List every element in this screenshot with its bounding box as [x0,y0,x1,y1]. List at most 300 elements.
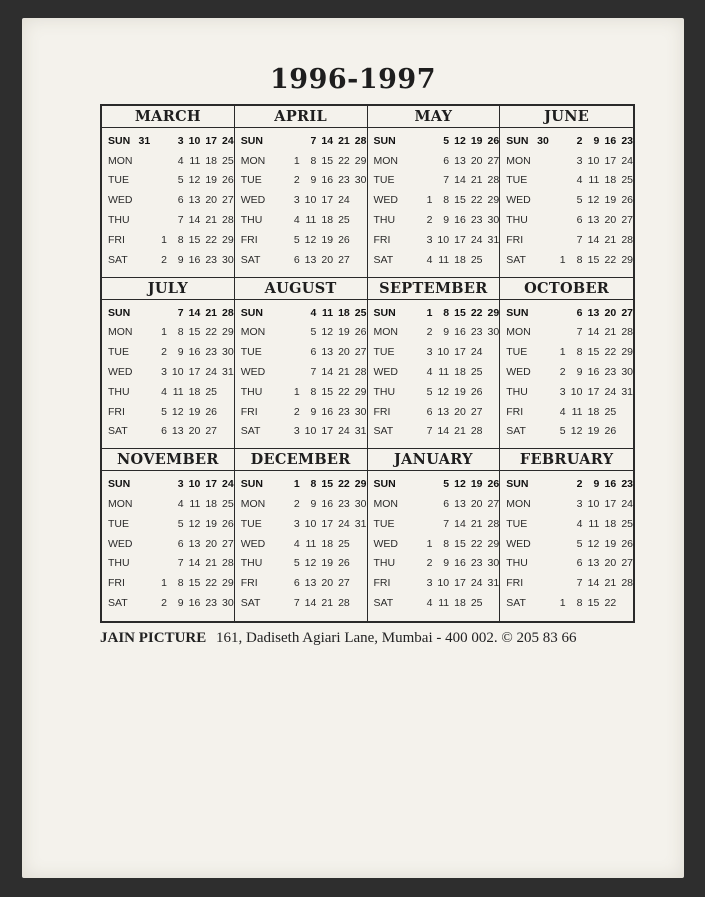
week-row [102,494,234,514]
week-row [102,474,234,494]
week-row [368,593,500,613]
date-cell: 5 [177,517,184,530]
date-cell: 11 [588,174,600,187]
date-cell: 27 [222,537,234,550]
date-cell: 5 [576,537,583,550]
date-cell: 3 [426,233,433,246]
date-cell: 16 [188,346,201,359]
day-name: SAT [373,253,394,266]
date-cell: 3 [426,577,433,590]
date-cell: 19 [321,557,334,570]
date-cell: 28 [470,425,483,438]
week-row [102,554,234,574]
day-name: SAT [506,597,526,609]
date-cell: 11 [305,214,317,227]
date-cell: 9 [310,498,317,511]
week-row [368,362,500,382]
week-row [368,494,500,514]
date-cell: 11 [321,306,334,319]
date-cell: 15 [188,326,201,339]
week-row [235,362,367,382]
date-cell: 16 [321,174,334,187]
date-cell: 19 [587,425,600,438]
date-cell: 23 [205,253,218,266]
date-cell: 6 [576,557,583,570]
day-name: SUN [373,134,396,147]
date-cell: 10 [304,517,317,530]
month-block [500,449,633,621]
day-name: SUN [108,306,131,319]
date-cell: 26 [338,557,350,570]
day-name: FRI [240,233,258,246]
week-row [235,593,367,613]
date-cell: 9 [593,134,600,147]
date-cell: 13 [171,425,184,438]
date-cell: 19 [470,134,483,147]
month-block [235,449,368,621]
day-name: SUN [240,134,263,147]
date-cell: 23 [470,557,483,570]
week-row [102,131,234,151]
date-cell: 23 [470,214,483,227]
day-name: THU [373,557,396,570]
date-cell: 17 [454,346,466,359]
month-name: NOVEMBER [102,449,234,471]
day-name: MON [240,326,266,339]
date-cell: 2 [293,498,300,511]
date-cell: 2 [576,478,583,491]
date-cell: 10 [587,154,600,167]
day-name: MON [506,326,531,339]
date-cell: 21 [205,557,218,570]
date-cell: 21 [604,233,617,246]
day-name: SAT [108,425,128,438]
day-name: FRI [506,233,524,246]
date-cell: 20 [321,577,334,590]
date-cell: 23 [621,134,633,147]
date-cell: 24 [222,478,234,491]
date-cell: 29 [621,346,633,359]
date-cell: 9 [177,253,184,266]
date-cell: 20 [604,557,617,570]
day-name: TUE [373,517,395,530]
month-block [368,449,501,621]
day-name: SUN [506,306,529,319]
date-cell: 27 [470,405,483,418]
date-cell: 15 [321,385,334,398]
week-row [102,210,234,230]
week-row [368,474,500,494]
date-cell: 3 [161,365,167,378]
date-cell: 19 [321,233,334,246]
date-cell: 1 [426,306,433,319]
day-name: WED [240,365,266,378]
date-cell: 20 [321,253,334,266]
date-cell: 29 [222,326,234,339]
date-cell: 7 [293,597,300,609]
date-cell: 3 [576,498,583,511]
date-cell: 17 [587,385,600,398]
date-cell: 14 [587,233,600,246]
day-name: WED [373,365,398,378]
week-row [500,171,633,191]
day-name: WED [240,194,266,207]
date-cell: 5 [177,174,184,187]
week-row [368,514,500,534]
date-cell: 7 [426,425,433,438]
week-row [235,131,367,151]
month-name: JANUARY [368,449,500,471]
calendar-title: 1996-1997 [270,64,436,95]
date-cell: 28 [338,597,350,609]
day-name: MON [240,498,266,511]
date-cell: 10 [171,365,184,378]
date-cell: 24 [470,577,483,590]
date-cell: 22 [338,154,350,167]
month-name: DECEMBER [235,449,367,471]
date-cell: 25 [470,253,483,266]
date-cell: 16 [188,597,201,609]
date-cell: 16 [321,405,334,418]
date-cell: 22 [470,537,483,550]
week-row [500,474,633,494]
week-row [368,554,500,574]
date-cell: 8 [443,537,450,550]
date-cell: 9 [177,346,184,359]
day-name: SAT [506,425,526,438]
week-row [235,151,367,171]
week-row [500,322,633,342]
date-cell: 9 [310,405,317,418]
day-name: THU [506,214,528,227]
day-name: MON [108,498,133,511]
week-row [102,534,234,554]
date-cell: 20 [604,306,617,319]
date-cell: 25 [470,597,483,609]
date-cell: 18 [205,154,218,167]
day-name: SUN [373,306,396,319]
date-cell: 19 [205,517,218,530]
date-cell: 6 [443,154,450,167]
date-cell: 23 [338,498,350,511]
week-row [235,573,367,593]
date-cell: 2 [559,365,566,378]
date-cell: 11 [438,597,450,609]
day-name: WED [373,194,398,207]
week-row [235,382,367,402]
date-cell: 18 [587,405,600,418]
week-row [500,342,633,362]
day-name: MON [108,326,133,339]
date-cell: 18 [321,537,334,550]
date-cell: 12 [188,517,201,530]
day-name: SAT [506,253,526,266]
date-cell: 23 [338,174,350,187]
date-cell: 15 [321,154,334,167]
date-cell: 15 [454,306,466,319]
date-cell: 19 [205,174,218,187]
day-name: TUE [373,174,395,187]
date-cell: 18 [454,253,466,266]
week-row [368,402,500,422]
date-cell: 7 [576,326,583,339]
date-cell: 8 [177,326,184,339]
date-cell: 26 [604,425,617,438]
day-name: THU [108,214,130,227]
date-cell: 14 [188,214,201,227]
date-cell: 26 [338,233,350,246]
date-cell: 24 [222,134,234,147]
date-cell: 25 [338,214,350,227]
day-name: WED [108,194,133,207]
week-row [102,342,234,362]
month-block [368,278,501,450]
calendar-card [22,18,684,878]
date-cell: 25 [621,517,633,530]
date-cell: 28 [487,174,500,187]
date-cell: 15 [587,597,600,609]
date-cell: 14 [587,577,600,590]
date-cell: 24 [338,194,350,207]
date-cell: 5 [443,134,450,147]
date-cell: 3 [559,385,566,398]
day-name: SUN [240,478,263,491]
date-cell: 31 [354,425,367,438]
date-cell: 30 [354,174,367,187]
week-row [368,131,500,151]
day-name: TUE [240,517,262,530]
date-cell: 28 [354,365,367,378]
day-name: FRI [373,233,391,246]
date-cell: 2 [576,134,583,147]
date-cell: 2 [293,174,300,187]
day-name: FRI [506,405,524,418]
date-cell: 21 [205,214,218,227]
day-name: TUE [108,517,129,530]
week-row [368,230,500,250]
date-cell: 15 [587,346,600,359]
date-cell: 4 [310,306,317,319]
date-cell: 25 [222,498,234,511]
date-cell: 13 [304,577,317,590]
date-cell: 13 [304,253,317,266]
date-cell: 22 [338,385,350,398]
date-cell: 11 [588,517,600,530]
date-cell: 17 [205,134,218,147]
date-cell: 12 [188,174,201,187]
week-row [368,190,500,210]
week-row [102,382,234,402]
date-cell: 21 [470,174,483,187]
week-row [235,534,367,554]
date-cell: 26 [621,537,633,550]
date-cell: 29 [354,385,367,398]
date-cell: 6 [426,405,433,418]
date-cell: 16 [454,557,466,570]
week-row [500,131,633,151]
week-row [500,250,633,270]
week-row [235,421,367,441]
date-cell: 21 [470,517,483,530]
date-cell: 25 [604,405,617,418]
date-cell: 23 [621,478,633,491]
day-name: THU [506,557,528,570]
day-name: THU [506,385,528,398]
date-cell: 18 [321,214,334,227]
date-cell: 28 [222,557,234,570]
day-name: TUE [108,174,129,187]
date-cell: 8 [576,346,583,359]
date-cell: 22 [604,346,617,359]
date-cell: 6 [293,253,300,266]
date-cell: 4 [426,253,433,266]
date-cell: 2 [293,405,300,418]
date-cell: 26 [487,134,500,147]
month-name: APRIL [235,106,367,128]
date-cell: 23 [470,326,483,339]
months-grid [100,104,635,623]
date-cell: 28 [621,233,633,246]
day-name: SAT [240,253,261,266]
date-cell: 24 [470,346,483,359]
date-cell: 10 [437,577,450,590]
date-cell: 29 [222,233,234,246]
date-cell: 9 [443,326,450,339]
date-cell: 31 [487,577,500,590]
week-row [235,322,367,342]
date-cell: 19 [604,537,617,550]
month-block [500,106,633,278]
date-cell: 6 [443,498,450,511]
date-cell: 18 [604,517,617,530]
date-cell: 16 [604,478,617,491]
date-cell: 13 [321,346,334,359]
publisher-address: 161, Dadiseth Agiari Lane, Mumbai - 400 002. © 205 83 66 [216,630,577,646]
date-cell: 28 [222,306,234,319]
date-cell: 17 [321,194,334,207]
date-cell: 17 [454,577,466,590]
date-cell: 21 [205,306,218,319]
date-cell: 1 [161,577,167,590]
date-cell: 22 [604,597,617,609]
date-cell: 12 [437,385,450,398]
month-name: SEPTEMBER [368,278,500,300]
day-name: TUE [108,346,129,359]
date-cell: 20 [454,405,466,418]
date-cell: 1 [559,346,566,359]
day-name: FRI [373,405,391,418]
week-row [368,421,500,441]
date-cell: 20 [188,425,201,438]
date-cell: 30 [487,557,500,570]
week-row [500,151,633,171]
date-cell: 7 [177,214,184,227]
date-cell: 1 [293,478,300,491]
date-cell: 6 [576,214,583,227]
date-cell: 11 [172,385,184,398]
day-name: TUE [373,346,395,359]
day-name: FRI [108,405,125,418]
week-row [368,573,500,593]
day-name: WED [506,537,531,550]
date-cell: 23 [604,365,617,378]
week-row [500,190,633,210]
date-cell: 8 [576,597,583,609]
week-row [102,151,234,171]
month-name: MARCH [102,106,234,128]
month-block [235,106,368,278]
publisher-name: JAIN PICTURE [100,630,207,646]
date-cell: 4 [293,214,300,227]
date-cell: 9 [443,557,450,570]
week-row [235,230,367,250]
week-row [102,514,234,534]
date-cell: 16 [454,326,466,339]
date-cell: 30 [354,405,367,418]
date-cell: 10 [437,233,450,246]
date-cell: 31 [621,385,633,398]
date-cell: 7 [443,517,450,530]
day-name: TUE [506,517,528,530]
date-cell: 3 [426,346,433,359]
day-name: SUN [108,134,131,147]
date-cell: 6 [576,306,583,319]
date-cell: 17 [454,233,466,246]
date-cell: 1 [293,385,300,398]
date-cell: 21 [338,134,350,147]
date-cell: 28 [354,134,367,147]
date-cell: 14 [437,425,450,438]
date-cell: 29 [222,577,234,590]
date-cell: 17 [321,517,334,530]
date-cell: 25 [222,154,234,167]
day-name: TUE [506,346,528,359]
month-name: JULY [102,278,234,300]
date-cell: 19 [188,405,201,418]
date-cell: 24 [470,233,483,246]
date-cell: 22 [205,233,218,246]
week-row [235,514,367,534]
date-cell: 7 [576,233,583,246]
date-cell: 28 [621,577,633,590]
day-name: FRI [373,577,391,590]
week-row [500,382,633,402]
week-row [102,171,234,191]
day-name: WED [506,194,531,207]
date-cell: 16 [604,134,617,147]
date-cell: 13 [587,306,600,319]
date-cell: 18 [604,174,617,187]
day-name: THU [240,385,263,398]
date-cell: 8 [310,478,317,491]
date-cell: 15 [454,537,466,550]
week-row [500,421,633,441]
date-cell: 4 [161,385,167,398]
month-block [102,106,235,278]
date-cell: 25 [470,365,483,378]
day-name: THU [240,214,263,227]
date-cell: 24 [604,385,617,398]
day-name: SAT [108,253,128,266]
date-cell: 27 [487,498,500,511]
date-cell: 20 [205,537,218,550]
week-row [500,494,633,514]
date-cell: 21 [454,425,466,438]
day-name: WED [240,537,266,550]
week-row [500,573,633,593]
day-name: SAT [373,597,394,609]
date-cell: 27 [338,577,350,590]
